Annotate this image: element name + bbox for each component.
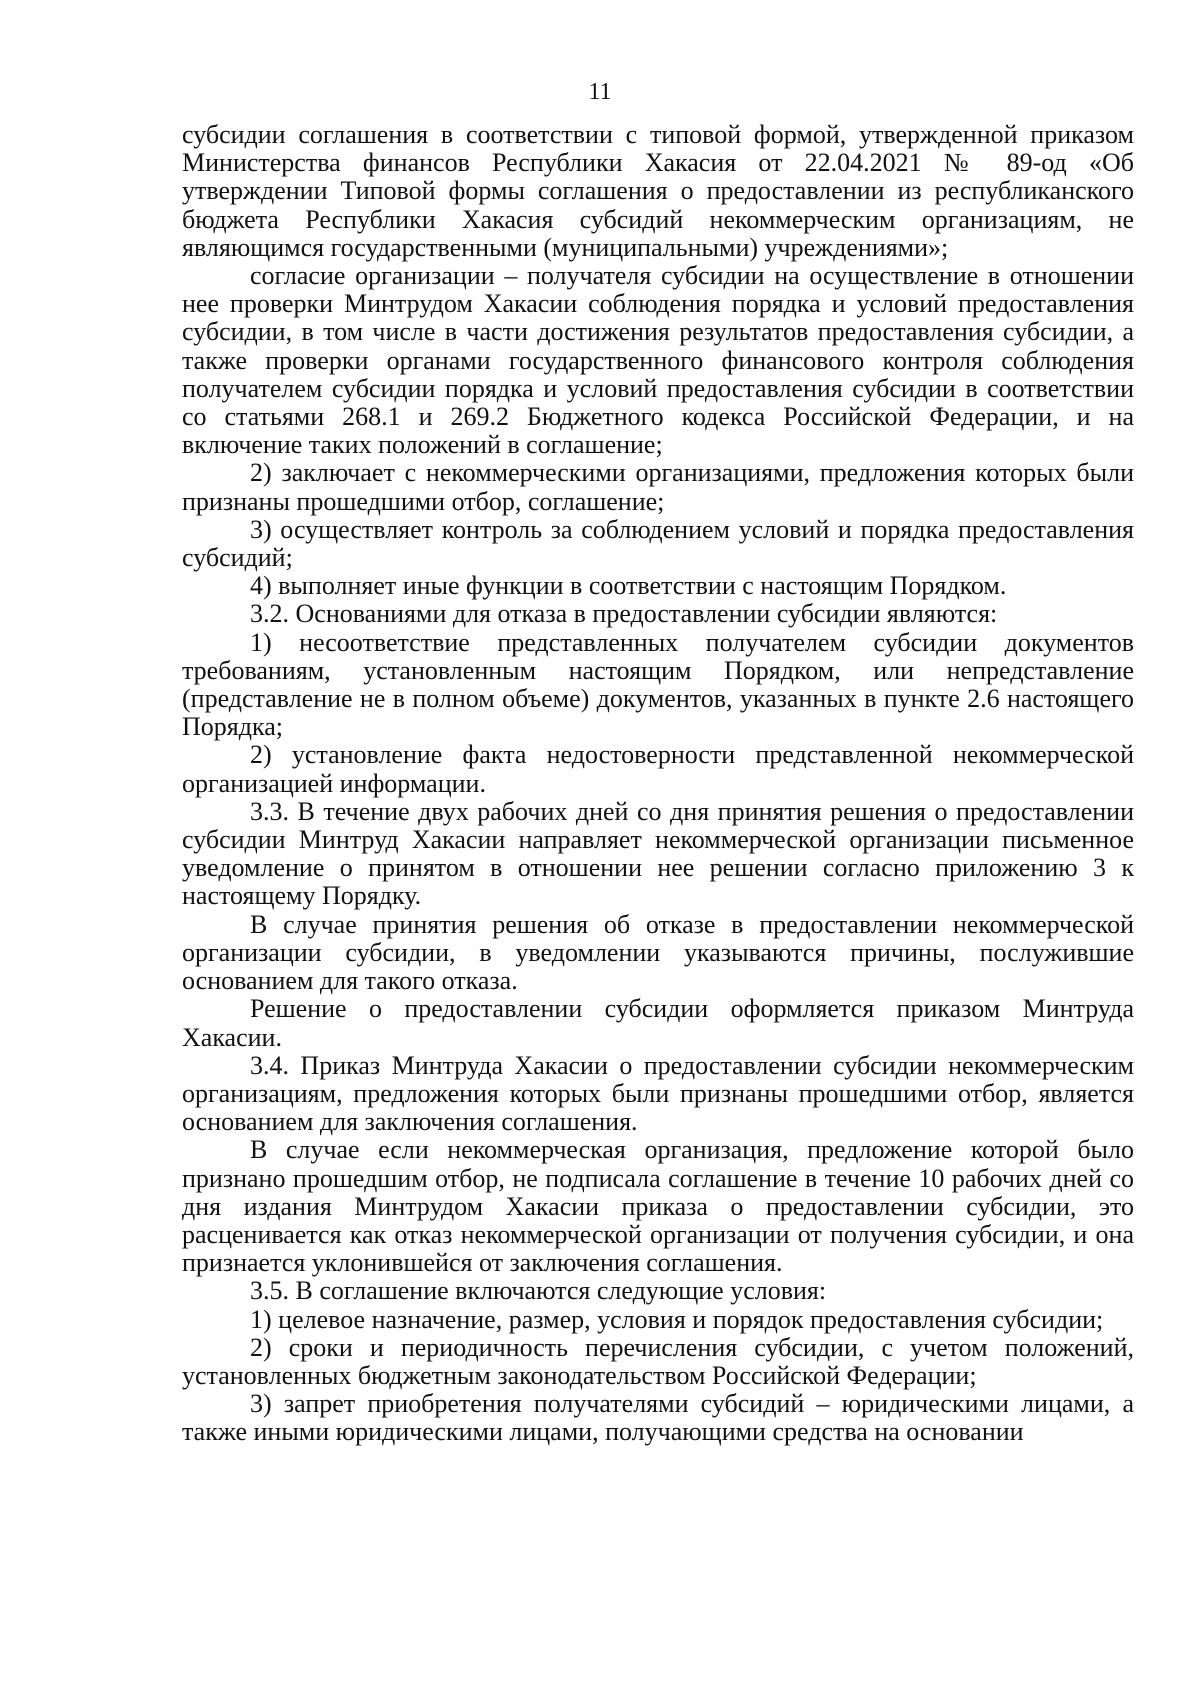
paragraph: Решение о предоставлении субсидии оформляется приказом Минтруда Хакасии. (182, 994, 1134, 1052)
paragraph: 3.2. Основаниями для отказа в предоставлении субсидии являются: (250, 599, 998, 629)
paragraph: 3) осуществляет контроль за соблюдением условий и порядка предоставления субсидий; (182, 514, 1134, 573)
paragraph: 1) несоответствие представленных получателем субсидии документов требованиям, установленным настоящим Порядком, или непредставление (представление не в полном объеме) документов, указанных в пункте 2.6 настоящего Порядка; (182, 627, 1134, 742)
paragraph: В случае если некоммерческая организация, предложение которой было признано прошедшим отбор, не подписала соглашение в течение 10 рабочих дней со дня издания Минтрудом Хакасии приказа о предоставлении субсидии, это расценивается как отказ некоммерческой организации от получения субсидии, и она признается уклонившейся от заключения соглашения. (182, 1135, 1134, 1278)
paragraph: 4) выполняет иные функции в соответствии с настоящим Порядком. (250, 571, 1007, 601)
paragraph: 2) установление факта недостоверности представленной некоммерческой организацией информации. (182, 740, 1134, 798)
paragraph: 3) запрет приобретения получателями субсидий – юридическими лицами, а также иными юридическими лицами, получающими средства на основании (182, 1389, 1134, 1447)
paragraph: субсидии соглашения в соответствии с типовой формой, утвержденной приказом Министерства финансов Республики Хакасия от 22.04.2021 № 89-од «Об утверждении Типовой формы соглашения о предоставлении из республиканского бюджета Республики Хакасия субсидий некоммерческим организациям, не являющимся государственными (муниципальными) учреждениями»; (182, 120, 1134, 262)
paragraph: 2) заключает с некоммерческими организациями, предложения которых были признаны прошедшими отбор, соглашение; (182, 458, 1134, 516)
document-body (182, 121, 1134, 1447)
paragraph: 3.3. В течение двух рабочих дней со дня принятия решения о предоставлении субсидии Минтруд Хакасии направляет некоммерческой организации письменное уведомление о принятом в отношении нее решении согласно приложению 3 к настоящему Порядку. (182, 796, 1134, 911)
paragraph: В случае принятия решения об отказе в предоставлении некоммерческой организации субсидии, в уведомлении указываются причины, послужившие основанием для такого отказа. (182, 909, 1134, 996)
paragraph: согласие организации – получателя субсидии на осуществление в отношении нее проверки Минтрудом Хакасии соблюдения порядка и условий предоставления субсидии, в том числе в части достижения результатов предоставления субсидии, а также проверки органами государственного финансового контроля соблюдения получателем субсидии порядка и условий предоставления субсидии в соответствии со статьями 268.1 и 269.2 Бюджетного кодекса Российской Федерации, и на включение таких положений в соглашение; (182, 261, 1134, 460)
paragraph: 2) сроки и периодичность перечисления субсидии, с учетом положений, установленных бюджетным законодательством Российской Федерации; (182, 1332, 1134, 1390)
paragraph: 3.4. Приказ Минтруда Хакасии о предоставлении субсидии некоммерческим организациям, предложения которых были признаны прошедшими отбор, является основанием для заключения соглашения. (182, 1050, 1134, 1137)
page-number: 11 (588, 79, 612, 105)
paragraph: 1) целевое назначение, размер, условия и порядок предоставления субсидии; (250, 1304, 1104, 1334)
paragraph: 3.5. В соглашение включаются следующие условия: (250, 1276, 827, 1306)
